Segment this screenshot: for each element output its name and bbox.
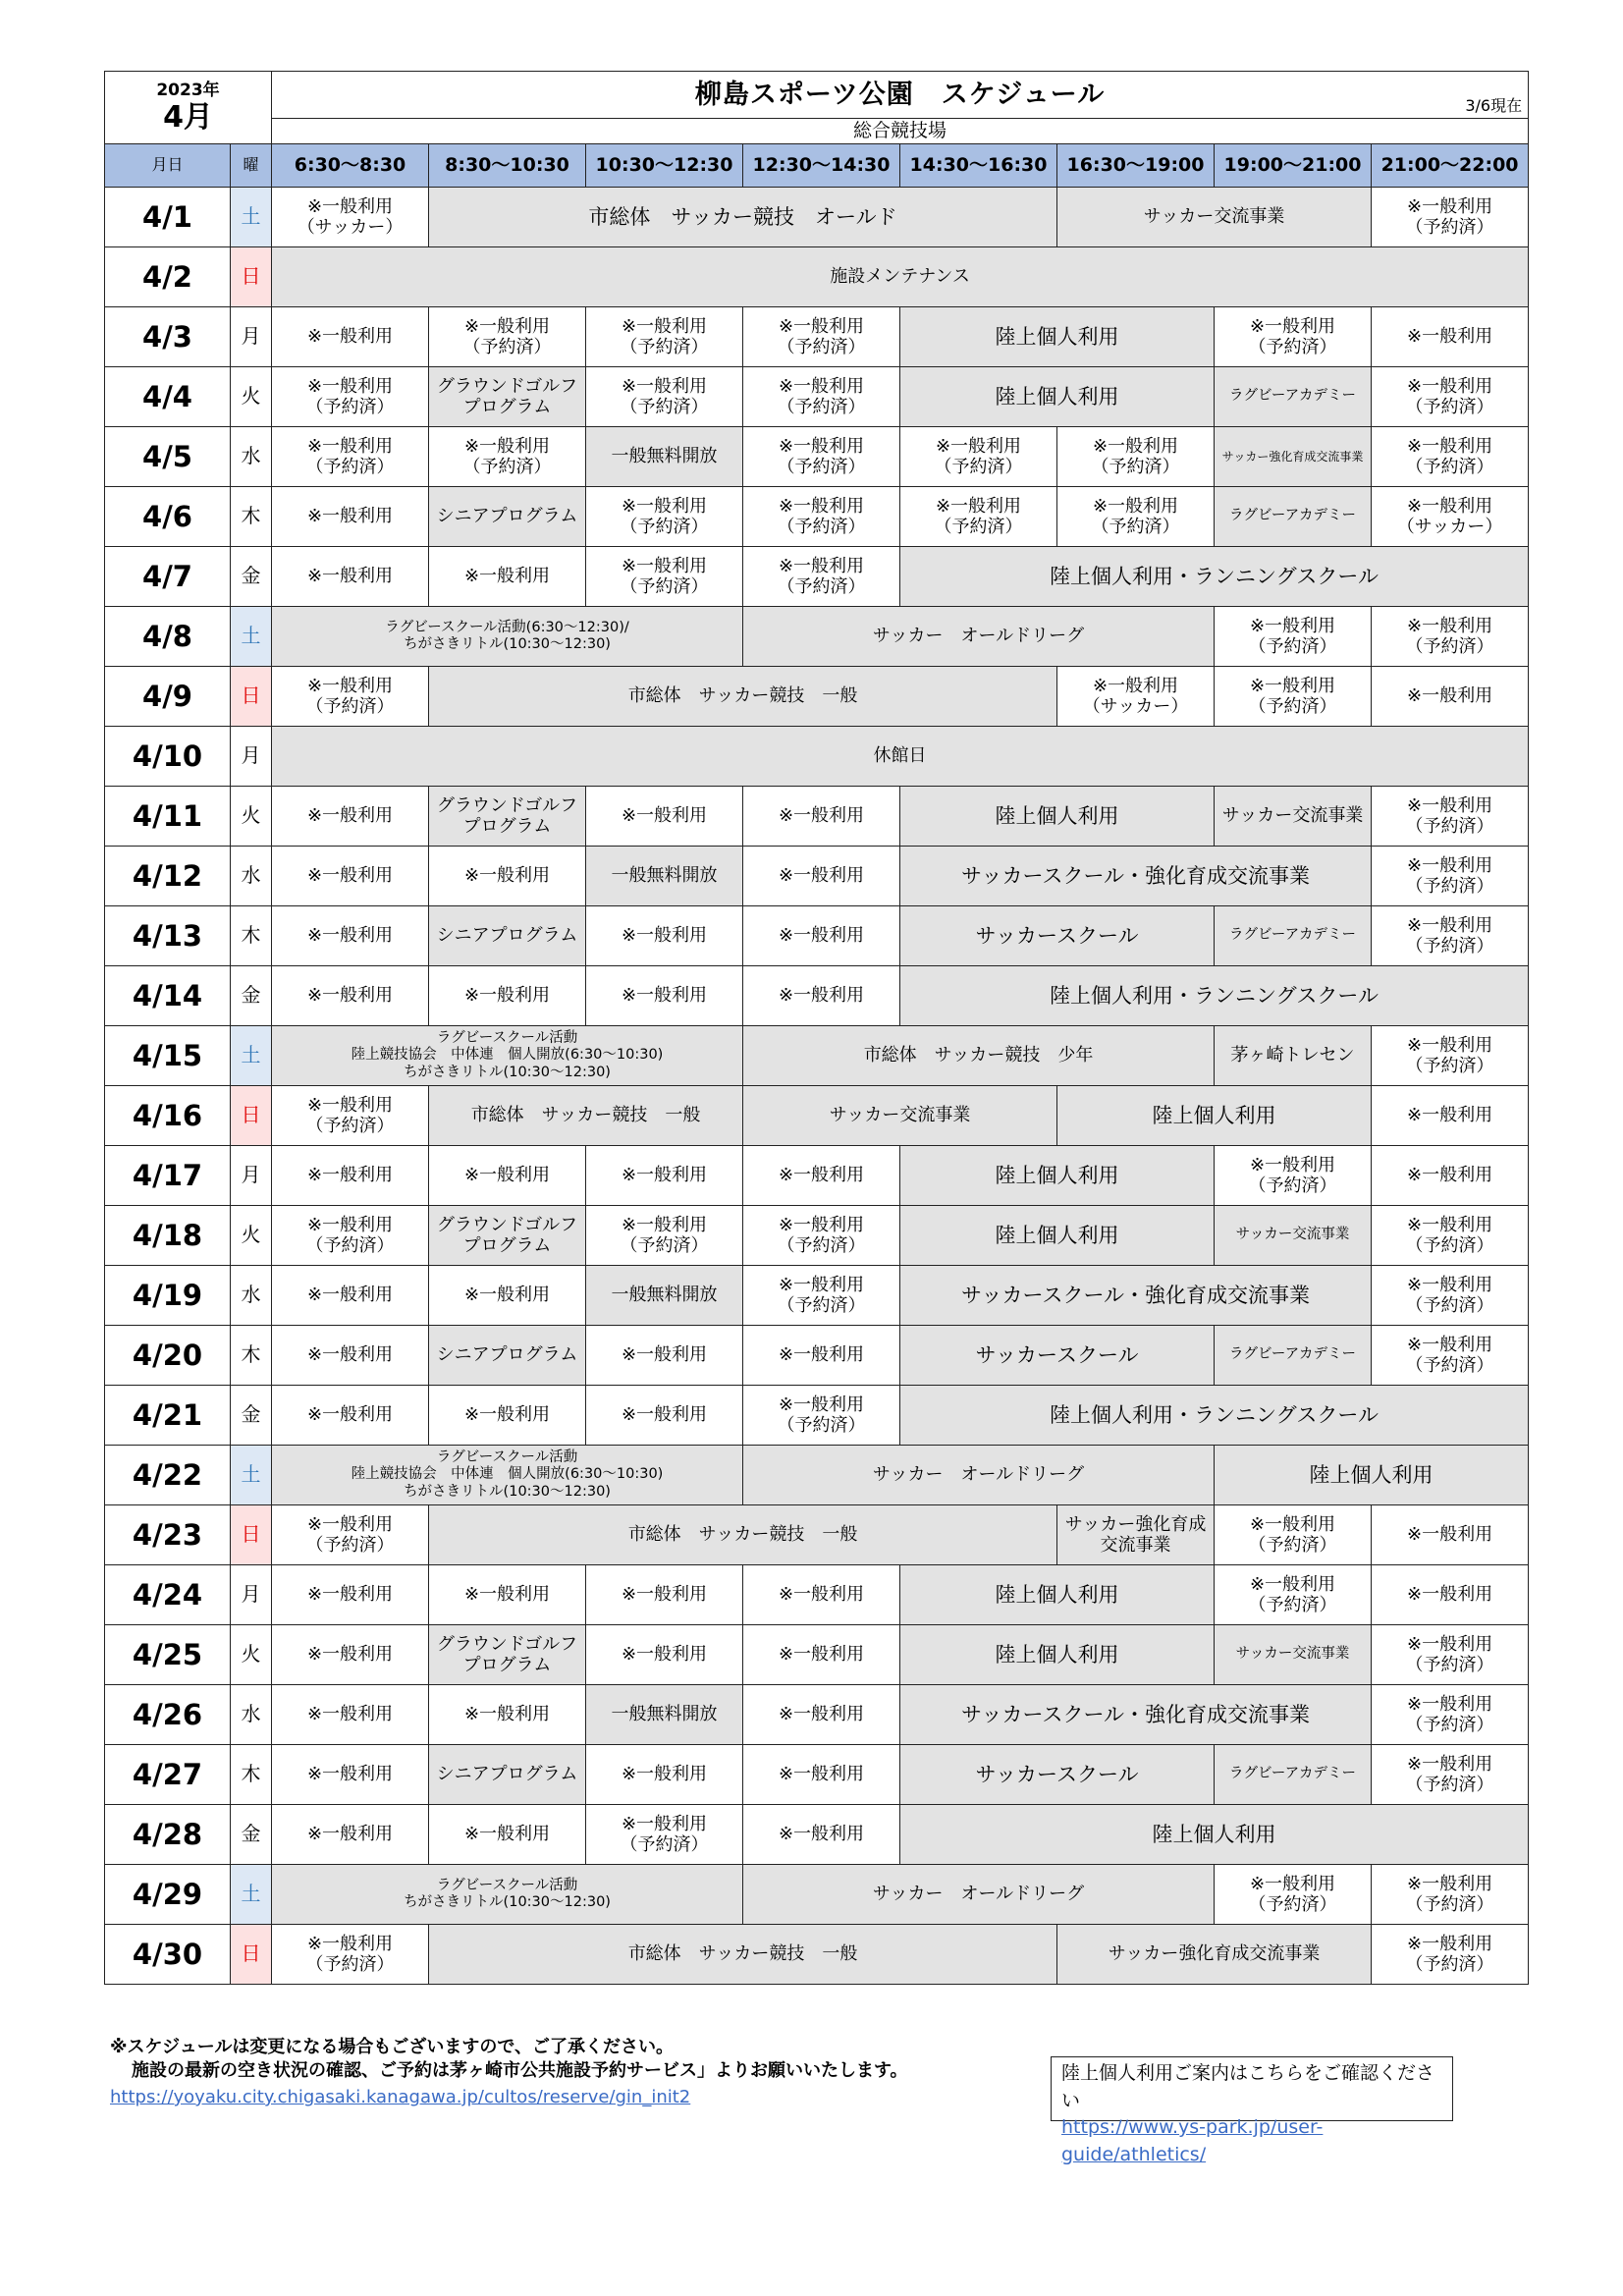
schedule-row [105, 487, 1529, 547]
date-cell: 4/5 [105, 427, 231, 487]
time-slot-header: 12:30～14:30 [743, 144, 900, 188]
schedule-cell: ※一般利用 [743, 787, 900, 847]
schedule-cell: サッカー交流事業 [1215, 1625, 1372, 1685]
date-cell: 4/20 [105, 1326, 231, 1386]
schedule-cell: 市総体 サッカー競技 一般 [429, 667, 1057, 727]
schedule-cell: ※一般利用 （予約済） [429, 307, 586, 367]
schedule-row [105, 427, 1529, 487]
schedule-cell: ※一般利用 [429, 966, 586, 1026]
schedule-cell: ※一般利用 [1372, 1505, 1529, 1565]
schedule-row [105, 1685, 1529, 1745]
schedule-cell: ※一般利用 （予約済） [586, 1206, 743, 1266]
month-label: 4月 [163, 99, 213, 135]
date-cell: 4/22 [105, 1446, 231, 1505]
schedule-cell: ※一般利用 （予約済） [1215, 307, 1372, 367]
venue-label: 総合競技場 [272, 119, 1529, 144]
weekday-cell: 火 [231, 1206, 272, 1266]
schedule-cell: ラグビーアカデミー [1215, 906, 1372, 966]
schedule-cell: ※一般利用 （予約済） [1372, 906, 1529, 966]
schedule-cell: ※一般利用 [743, 1565, 900, 1625]
schedule-cell: 市総体 サッカー競技 少年 [743, 1026, 1215, 1086]
schedule-cell: 陸上個人利用 [900, 1565, 1215, 1625]
schedule-cell: ※一般利用 （サッカー） [272, 188, 429, 247]
time-slot-header: 10:30～12:30 [586, 144, 743, 188]
footer-notes [110, 2036, 908, 2084]
schedule-cell: ※一般利用 （予約済） [272, 1925, 429, 1985]
schedule-row [105, 1745, 1529, 1805]
schedule-cell: 市総体 サッカー競技 一般 [429, 1086, 743, 1146]
schedule-cell: ※一般利用 （予約済） [1215, 607, 1372, 667]
schedule-cell: ※一般利用 （予約済） [586, 367, 743, 427]
schedule-cell: ※一般利用 （予約済） [1372, 847, 1529, 906]
schedule-cell: ※一般利用 （予約済） [586, 1805, 743, 1865]
schedule-cell: ※一般利用 （予約済） [743, 1206, 900, 1266]
schedule-cell: 陸上個人利用・ランニングスクール [900, 1386, 1529, 1446]
schedule-cell: ※一般利用 （予約済） [1372, 1685, 1529, 1745]
schedule-table [104, 71, 1529, 1985]
schedule-cell: ※一般利用 （予約済） [743, 547, 900, 607]
schedule-cell: ※一般利用 （サッカー） [1372, 487, 1529, 547]
weekday-cell: 日 [231, 1505, 272, 1565]
schedule-cell: ※一般利用 [586, 906, 743, 966]
weekday-cell: 日 [231, 1925, 272, 1985]
schedule-row [105, 1925, 1529, 1985]
weekday-cell: 土 [231, 607, 272, 667]
date-cell: 4/25 [105, 1625, 231, 1685]
schedule-row [105, 1146, 1529, 1206]
date-cell: 4/18 [105, 1206, 231, 1266]
date-cell: 4/27 [105, 1745, 231, 1805]
schedule-cell: ※一般利用 [272, 847, 429, 906]
schedule-cell: ※一般利用 [272, 487, 429, 547]
schedule-cell: ※一般利用 （予約済） [900, 427, 1057, 487]
date-cell: 4/12 [105, 847, 231, 906]
schedule-row [105, 1086, 1529, 1146]
schedule-cell: 市総体 サッカー競技 オールド [429, 188, 1057, 247]
schedule-row [105, 1805, 1529, 1865]
schedule-cell: サッカー交流事業 [1215, 787, 1372, 847]
date-cell: 4/26 [105, 1685, 231, 1745]
weekday-cell: 土 [231, 1446, 272, 1505]
schedule-cell: ※一般利用 （予約済） [743, 367, 900, 427]
schedule-cell: グラウンドゴルフ プログラム [429, 1625, 586, 1685]
schedule-cell: ※一般利用 [429, 1386, 586, 1446]
schedule-cell: ※一般利用 （予約済） [1057, 487, 1215, 547]
schedule-cell: ※一般利用 （予約済） [1372, 1625, 1529, 1685]
schedule-cell: 陸上個人利用 [1215, 1446, 1529, 1505]
weekday-cell: 火 [231, 787, 272, 847]
schedule-cell: ラグビーアカデミー [1215, 367, 1372, 427]
schedule-cell: ※一般利用 （予約済） [586, 547, 743, 607]
schedule-cell: ラグビーアカデミー [1215, 1326, 1372, 1386]
schedule-cell: ※一般利用 [272, 1625, 429, 1685]
schedule-cell: ※一般利用 [743, 1146, 900, 1206]
schedule-cell: ※一般利用 （予約済） [1215, 667, 1372, 727]
schedule-cell: ※一般利用 [272, 1745, 429, 1805]
time-slot-header: 16:30～19:00 [1057, 144, 1215, 188]
date-cell: 4/19 [105, 1266, 231, 1326]
schedule-cell: ※一般利用 （予約済） [586, 307, 743, 367]
schedule-row [105, 1446, 1529, 1505]
athletics-info-box [1051, 2056, 1453, 2165]
weekday-cell: 日 [231, 247, 272, 307]
weekday-cell: 火 [231, 367, 272, 427]
date-cell: 4/17 [105, 1146, 231, 1206]
schedule-row [105, 188, 1529, 247]
schedule-cell: ※一般利用 [743, 1805, 900, 1865]
schedule-cell: ※一般利用 [429, 547, 586, 607]
footer-note-2: 施設の最新の空き状況の確認、ご予約は茅ヶ崎市公共施設予約サービス」よりお願いいたします。 [132, 2060, 908, 2082]
schedule-cell: 陸上個人利用 [900, 1206, 1215, 1266]
weekday-cell: 月 [231, 307, 272, 367]
date-cell: 4/4 [105, 367, 231, 427]
schedule-row [105, 1505, 1529, 1565]
schedule-cell: ※一般利用 [1372, 307, 1529, 367]
weekday-cell: 水 [231, 1685, 272, 1745]
schedule-row [105, 727, 1529, 787]
schedule-cell: ラグビースクール活動 陸上競技協会 中体連 個人開放(6:30～10:30) ちがさきリトル(10:30～12:30) [272, 1026, 743, 1086]
schedule-row [105, 1326, 1529, 1386]
schedule-cell: ※一般利用 [1372, 1146, 1529, 1206]
schedule-cell: ※一般利用 （予約済） [1372, 1925, 1529, 1985]
weekday-cell: 木 [231, 1745, 272, 1805]
schedule-cell: ※一般利用 [743, 1326, 900, 1386]
schedule-cell: 陸上個人利用 [900, 307, 1215, 367]
dow-column-header: 曜 [231, 144, 272, 188]
schedule-cell: サッカースクール [900, 1745, 1215, 1805]
schedule-cell: サッカースクール [900, 906, 1215, 966]
schedule-cell: ※一般利用 （予約済） [272, 667, 429, 727]
schedule-cell: ※一般利用 （予約済） [1372, 1026, 1529, 1086]
schedule-cell: ※一般利用 [429, 1805, 586, 1865]
schedule-cell: ※一般利用 [586, 1386, 743, 1446]
schedule-cell: ※一般利用 [586, 1326, 743, 1386]
schedule-cell: ラグビースクール活動 陸上競技協会 中体連 個人開放(6:30～10:30) ちがさきリトル(10:30～12:30) [272, 1446, 743, 1505]
weekday-cell: 日 [231, 667, 272, 727]
date-cell: 4/23 [105, 1505, 231, 1565]
schedule-cell: ※一般利用 [586, 1565, 743, 1625]
schedule-cell: ※一般利用 （予約済） [743, 1386, 900, 1446]
schedule-cell: ※一般利用 [429, 1266, 586, 1326]
schedule-cell: 陸上個人利用 [900, 787, 1215, 847]
schedule-cell: ※一般利用 [743, 906, 900, 966]
weekday-cell: 火 [231, 1625, 272, 1685]
date-cell: 4/7 [105, 547, 231, 607]
weekday-cell: 木 [231, 1326, 272, 1386]
schedule-cell: 陸上個人利用 [900, 367, 1215, 427]
athletics-info-link[interactable]: https://www.ys-park.jp/user-guide/athletics/ [1061, 2116, 1324, 2165]
schedule-cell: 市総体 サッカー競技 一般 [429, 1925, 1057, 1985]
schedule-cell: ※一般利用 （予約済） [1372, 1326, 1529, 1386]
schedule-cell: ※一般利用 （予約済） [429, 427, 586, 487]
schedule-cell: ※一般利用 [743, 1625, 900, 1685]
schedule-cell: 陸上個人利用 [900, 1805, 1529, 1865]
weekday-cell: 月 [231, 1146, 272, 1206]
schedule-cell: ラグビースクール活動(6:30～12:30)/ ちがさきリトル(10:30～12:30) [272, 607, 743, 667]
month-header [105, 72, 272, 144]
schedule-cell: 市総体 サッカー競技 一般 [429, 1505, 1057, 1565]
schedule-row [105, 1625, 1529, 1685]
schedule-cell: ※一般利用 [272, 1266, 429, 1326]
schedule-row [105, 547, 1529, 607]
schedule-cell: ※一般利用 （予約済） [1215, 1565, 1372, 1625]
schedule-cell: サッカー交流事業 [1215, 1206, 1372, 1266]
weekday-cell: 木 [231, 906, 272, 966]
footer-note-1: ※スケジュールは変更になる場合もございますので、ご了承ください。 [110, 2037, 675, 2057]
schedule-cell: ※一般利用 （予約済） [272, 1505, 429, 1565]
schedule-cell: ※一般利用 [429, 1565, 586, 1625]
weekday-cell: 土 [231, 1865, 272, 1925]
schedule-cell: ※一般利用 （予約済） [743, 427, 900, 487]
date-cell: 4/2 [105, 247, 231, 307]
schedule-cell: シニアプログラム [429, 1326, 586, 1386]
schedule-row [105, 307, 1529, 367]
schedule-cell: シニアプログラム [429, 1745, 586, 1805]
date-cell: 4/30 [105, 1925, 231, 1985]
schedule-row [105, 1026, 1529, 1086]
weekday-cell: 水 [231, 427, 272, 487]
schedule-row [105, 787, 1529, 847]
schedule-cell: ※一般利用 （予約済） [1372, 188, 1529, 247]
schedule-row [105, 847, 1529, 906]
schedule-cell: ※一般利用 （予約済） [1057, 427, 1215, 487]
schedule-cell: ※一般利用 （予約済） [743, 1266, 900, 1326]
weekday-cell: 月 [231, 1565, 272, 1625]
schedule-cell: シニアプログラム [429, 906, 586, 966]
schedule-cell: ※一般利用 （予約済） [1372, 607, 1529, 667]
weekday-cell: 水 [231, 1266, 272, 1326]
schedule-cell: 一般無料開放 [586, 427, 743, 487]
schedule-cell: ※一般利用 （予約済） [1372, 427, 1529, 487]
date-cell: 4/13 [105, 906, 231, 966]
date-cell: 4/10 [105, 727, 231, 787]
schedule-cell: ※一般利用 [586, 966, 743, 1026]
time-slot-header: 6:30～8:30 [272, 144, 429, 188]
schedule-cell: 茅ヶ崎トレセン [1215, 1026, 1372, 1086]
schedule-cell: ※一般利用 （予約済） [1372, 1206, 1529, 1266]
schedule-cell: ※一般利用 [272, 1565, 429, 1625]
schedule-cell: ※一般利用 [743, 966, 900, 1026]
schedule-cell: サッカー オールドリーグ [743, 1446, 1215, 1505]
time-slot-header: 14:30～16:30 [900, 144, 1057, 188]
weekday-cell: 日 [231, 1086, 272, 1146]
schedule-cell: サッカー交流事業 [1057, 188, 1372, 247]
schedule-cell: 陸上個人利用 [900, 1625, 1215, 1685]
schedule-cell: サッカースクール・強化育成交流事業 [900, 1685, 1372, 1745]
weekday-cell: 金 [231, 966, 272, 1026]
schedule-cell: サッカー交流事業 [743, 1086, 1057, 1146]
schedule-cell: ※一般利用 [429, 1146, 586, 1206]
schedule-cell: ※一般利用 （予約済） [272, 367, 429, 427]
schedule-cell: ※一般利用 （予約済） [272, 1206, 429, 1266]
schedule-row [105, 906, 1529, 966]
schedule-cell: ※一般利用 [586, 1625, 743, 1685]
schedule-cell: ラグビーアカデミー [1215, 487, 1372, 547]
schedule-cell: 一般無料開放 [586, 1685, 743, 1745]
schedule-cell: 陸上個人利用・ランニングスクール [900, 547, 1529, 607]
schedule-cell: ※一般利用 （予約済） [1372, 1745, 1529, 1805]
schedule-row [105, 1565, 1529, 1625]
schedule-cell: ※一般利用 [272, 1805, 429, 1865]
schedule-row [105, 367, 1529, 427]
weekday-cell: 水 [231, 847, 272, 906]
schedule-cell: グラウンドゴルフ プログラム [429, 367, 586, 427]
weekday-cell: 金 [231, 547, 272, 607]
date-cell: 4/1 [105, 188, 231, 247]
schedule-cell: ※一般利用 [272, 966, 429, 1026]
schedule-cell: ※一般利用 [743, 1745, 900, 1805]
schedule-cell: ※一般利用 （予約済） [1372, 1266, 1529, 1326]
schedule-cell: ※一般利用 [1372, 1565, 1529, 1625]
schedule-row [105, 1206, 1529, 1266]
date-cell: 4/28 [105, 1805, 231, 1865]
schedule-cell: ※一般利用 （予約済） [743, 487, 900, 547]
date-cell: 4/29 [105, 1865, 231, 1925]
schedule-row [105, 1266, 1529, 1326]
schedule-cell: ※一般利用 [743, 1685, 900, 1745]
schedule-cell: ※一般利用 [586, 1745, 743, 1805]
schedule-cell: グラウンドゴルフ プログラム [429, 787, 586, 847]
schedule-cell: 陸上個人利用 [1057, 1086, 1372, 1146]
schedule-cell: ※一般利用 [272, 906, 429, 966]
date-cell: 4/16 [105, 1086, 231, 1146]
time-slot-header: 19:00～21:00 [1215, 144, 1372, 188]
schedule-cell: ※一般利用 [272, 1326, 429, 1386]
schedule-cell: ※一般利用 [429, 1685, 586, 1745]
schedule-cell: ※一般利用 [272, 547, 429, 607]
schedule-cell: ラグビーアカデミー [1215, 1745, 1372, 1805]
schedule-row [105, 247, 1529, 307]
date-cell: 4/24 [105, 1565, 231, 1625]
date-cell: 4/3 [105, 307, 231, 367]
schedule-cell: ※一般利用 （予約済） [272, 1086, 429, 1146]
schedule-cell: ※一般利用 [1372, 667, 1529, 727]
schedule-cell: ※一般利用 （予約済） [1215, 1146, 1372, 1206]
schedule-cell: サッカー強化育成 交流事業 [1057, 1505, 1215, 1565]
date-cell: 4/8 [105, 607, 231, 667]
schedule-cell: ラグビースクール活動 ちがさきリトル(10:30～12:30) [272, 1865, 743, 1925]
schedule-cell: 一般無料開放 [586, 1266, 743, 1326]
schedule-cell: ※一般利用 [272, 1146, 429, 1206]
schedule-cell: 陸上個人利用・ランニングスクール [900, 966, 1529, 1026]
schedule-cell: ※一般利用 [272, 1685, 429, 1745]
schedule-cell: ※一般利用 （予約済） [743, 307, 900, 367]
weekday-cell: 土 [231, 188, 272, 247]
schedule-cell: ※一般利用 （予約済） [1372, 367, 1529, 427]
time-slot-header: 8:30～10:30 [429, 144, 586, 188]
schedule-cell: ※一般利用 [429, 847, 586, 906]
schedule-cell: サッカースクール・強化育成交流事業 [900, 847, 1372, 906]
schedule-row [105, 1865, 1529, 1925]
schedule-cell: 施設メンテナンス [272, 247, 1529, 307]
schedule-cell: ※一般利用 （予約済） [272, 427, 429, 487]
schedule-cell: ※一般利用 （予約済） [1215, 1505, 1372, 1565]
schedule-cell: ※一般利用 （サッカー） [1057, 667, 1215, 727]
schedule-cell: ※一般利用 （予約済） [1372, 787, 1529, 847]
schedule-cell: ※一般利用 （予約済） [1215, 1865, 1372, 1925]
date-column-header: 月日 [105, 144, 231, 188]
schedule-row [105, 607, 1529, 667]
schedule-cell: グラウンドゴルフ プログラム [429, 1206, 586, 1266]
date-cell: 4/11 [105, 787, 231, 847]
date-cell: 4/21 [105, 1386, 231, 1446]
date-cell: 4/14 [105, 966, 231, 1026]
date-cell: 4/6 [105, 487, 231, 547]
schedule-cell: ※一般利用 （予約済） [1372, 1865, 1529, 1925]
schedule-cell: サッカー強化育成交流事業 [1215, 427, 1372, 487]
schedule-cell: ※一般利用 [586, 1146, 743, 1206]
reservation-link[interactable]: https://yoyaku.city.chigasaki.kanagawa.jp/cultos/reserve/gin_init2 [110, 2087, 691, 2107]
weekday-cell: 金 [231, 1805, 272, 1865]
schedule-cell: ※一般利用 [1372, 1086, 1529, 1146]
page-title-cell [272, 72, 1529, 119]
schedule-cell: ※一般利用 [272, 307, 429, 367]
schedule-cell: 休館日 [272, 727, 1529, 787]
date-cell: 4/15 [105, 1026, 231, 1086]
schedule-row [105, 1386, 1529, 1446]
athletics-info-text: 陸上個人利用ご案内はこちらをご確認ください [1061, 2062, 1435, 2111]
weekday-cell: 木 [231, 487, 272, 547]
weekday-cell: 土 [231, 1026, 272, 1086]
date-cell: 4/9 [105, 667, 231, 727]
schedule-cell: ※一般利用 （予約済） [586, 487, 743, 547]
year-label: 2023年 [156, 80, 220, 100]
schedule-cell: ※一般利用 （予約済） [900, 487, 1057, 547]
schedule-cell: ※一般利用 [743, 847, 900, 906]
time-slot-header: 21:00～22:00 [1372, 144, 1529, 188]
schedule-cell: ※一般利用 [586, 787, 743, 847]
schedule-cell: シニアプログラム [429, 487, 586, 547]
schedule-cell: サッカー強化育成交流事業 [1057, 1925, 1372, 1985]
schedule-row [105, 667, 1529, 727]
schedule-cell: 一般無料開放 [586, 847, 743, 906]
schedule-cell: ※一般利用 [272, 1386, 429, 1446]
schedule-cell: 陸上個人利用 [900, 1146, 1215, 1206]
weekday-cell: 金 [231, 1386, 272, 1446]
as-of-date: 3/6現在 [1465, 96, 1523, 116]
schedule-cell: サッカースクール・強化育成交流事業 [900, 1266, 1372, 1326]
schedule-cell: サッカースクール [900, 1326, 1215, 1386]
schedule-cell: ※一般利用 [272, 787, 429, 847]
page-title: 柳島スポーツ公園 スケジュール [694, 79, 1106, 110]
schedule-cell: サッカー オールドリーグ [743, 1865, 1215, 1925]
schedule-row [105, 966, 1529, 1026]
schedule-cell: サッカー オールドリーグ [743, 607, 1215, 667]
weekday-cell: 月 [231, 727, 272, 787]
